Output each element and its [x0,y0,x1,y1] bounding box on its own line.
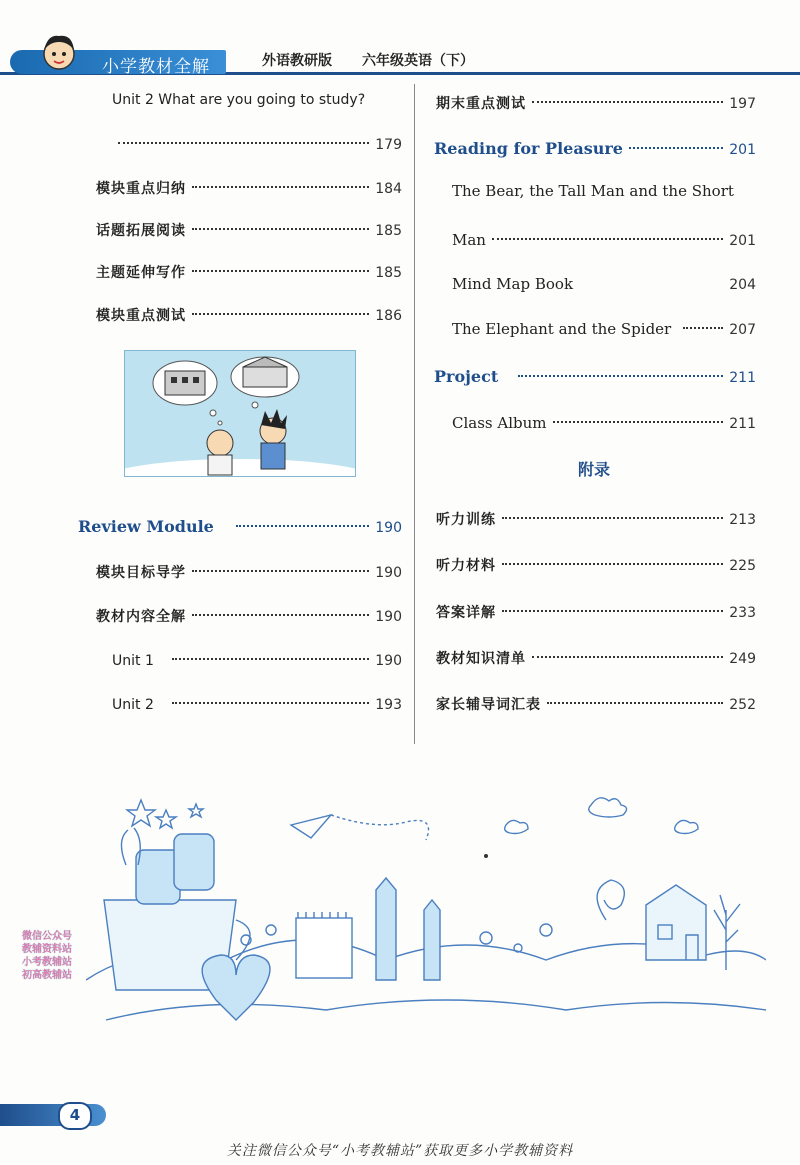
toc-entry[interactable] [96,259,402,283]
toc-entry[interactable] [96,302,402,326]
kids-dreaming-icon [125,351,355,476]
toc-entry[interactable] [436,90,756,114]
toc-page: 197 [729,96,756,112]
toc-unit2-title: Unit 2 What are you going to study? [112,92,366,108]
toc-entry[interactable] [452,316,756,340]
toc-bear-title-line1: The Bear, the Tall Man and the Short [452,182,734,200]
toc-entry[interactable] [452,271,756,295]
toc-title: 答案详解 [436,605,496,621]
toc-page: 193 [375,697,402,713]
appendix-heading: 附录 [578,460,611,479]
toc-entry[interactable] [452,410,756,434]
toc-page: 186 [375,308,402,324]
toc-title: 家长辅导词汇表 [436,697,541,713]
toc-section-review-module[interactable] [78,514,402,538]
toc-page: 252 [729,697,756,713]
column-divider [414,84,415,744]
toc-title: 主题延伸写作 [96,265,186,281]
toc-title: Man [452,231,486,249]
decorative-doodle-illustration [86,770,766,1040]
toc-title: 模块重点归纳 [96,181,186,197]
leader-dots [629,131,723,149]
series-title: 小学教材全解 [102,57,210,77]
page-header [0,44,800,78]
kids-illustration [124,350,356,477]
toc-title: 话题拓展阅读 [96,223,186,239]
toc-entry[interactable] [96,559,402,583]
leader-dots [532,640,723,658]
leader-dots [547,686,723,704]
toc-section-project[interactable] [434,364,756,388]
toc-page: 204 [729,277,756,293]
toc-title: The Elephant and the Spider [452,320,672,338]
toc-entry[interactable] [436,645,756,669]
toc-page: 190 [375,609,402,625]
toc-page: 184 [375,181,402,197]
toc-title: 听力训练 [436,512,496,528]
leader-dots [192,254,369,272]
leader-dots [236,509,369,527]
boy-mascot-icon [36,30,82,76]
leader-dots [683,311,723,329]
leader-dots [502,547,723,565]
grade-label: 六年级英语（下） [362,53,474,69]
leader-dots [192,170,369,188]
toc-title: 教材知识清单 [436,651,526,667]
toc-title: Unit 1 [112,653,154,669]
toc-entry[interactable] [96,217,402,241]
toc-entry[interactable] [118,131,402,155]
toc-title: 模块重点测试 [96,308,186,324]
watermark-stamp: 微信公众号 教辅资料站 小考教辅站 初高教辅站 [22,931,72,981]
toc-page: 211 [729,370,756,386]
leader-dots [502,501,723,519]
leader-dots [192,297,369,315]
toc-page: 213 [729,512,756,528]
leader-dots [172,642,369,660]
leader-dots [192,598,369,616]
toc-page: 190 [375,565,402,581]
leader-dots [192,554,369,572]
publisher-label: 外语教研版 [262,53,332,69]
toc-entry[interactable] [452,227,756,251]
leader-dots [118,126,369,144]
leader-dots [502,594,723,612]
toc-title: 教材内容全解 [96,609,186,625]
toc-entry[interactable] [96,603,402,627]
toc-page: 225 [729,558,756,574]
leader-dots [172,686,369,704]
toc-title: Class Album [452,414,547,432]
toc-title: Unit 2 [112,697,154,713]
toc-page: 190 [375,653,402,669]
leader-dots [518,359,723,377]
toc-entry[interactable] [436,552,756,576]
leader-dots [492,222,723,240]
toc-entry[interactable] [112,647,402,671]
toc-page: 211 [729,416,756,432]
toc-page: 185 [375,223,402,239]
toc-page: 201 [729,233,756,249]
toc-entry[interactable] [96,175,402,199]
toc-section-title: Review Module [78,517,214,536]
toc-section-title: Project [434,367,499,386]
toc-page: 179 [375,137,402,153]
toc-title: 模块目标导学 [96,565,186,581]
footer-note: 关注微信公众号“小考教辅站”获取更多小学教辅资料 [226,1143,574,1159]
toc-title: 期末重点测试 [436,96,526,112]
toc-entry[interactable] [112,691,402,715]
toc-page: 249 [729,651,756,667]
toc-entry[interactable] [436,506,756,530]
leader-dots [192,212,369,230]
toc-title: 听力材料 [436,558,496,574]
toc-entry[interactable] [436,599,756,623]
toc-title: Mind Map Book [452,275,574,293]
toc-page: 185 [375,265,402,281]
leader-dots [553,405,724,423]
page-number: 4 [58,1102,92,1130]
leader-dots [532,85,723,103]
toc-page: 233 [729,605,756,621]
toc-entry[interactable] [436,691,756,715]
toc-section-title: Reading for Pleasure [434,139,623,158]
toc-page: 207 [729,322,756,338]
toc-page: 201 [729,142,756,158]
toc-section-reading[interactable] [434,136,756,160]
toc-page: 190 [375,520,402,536]
